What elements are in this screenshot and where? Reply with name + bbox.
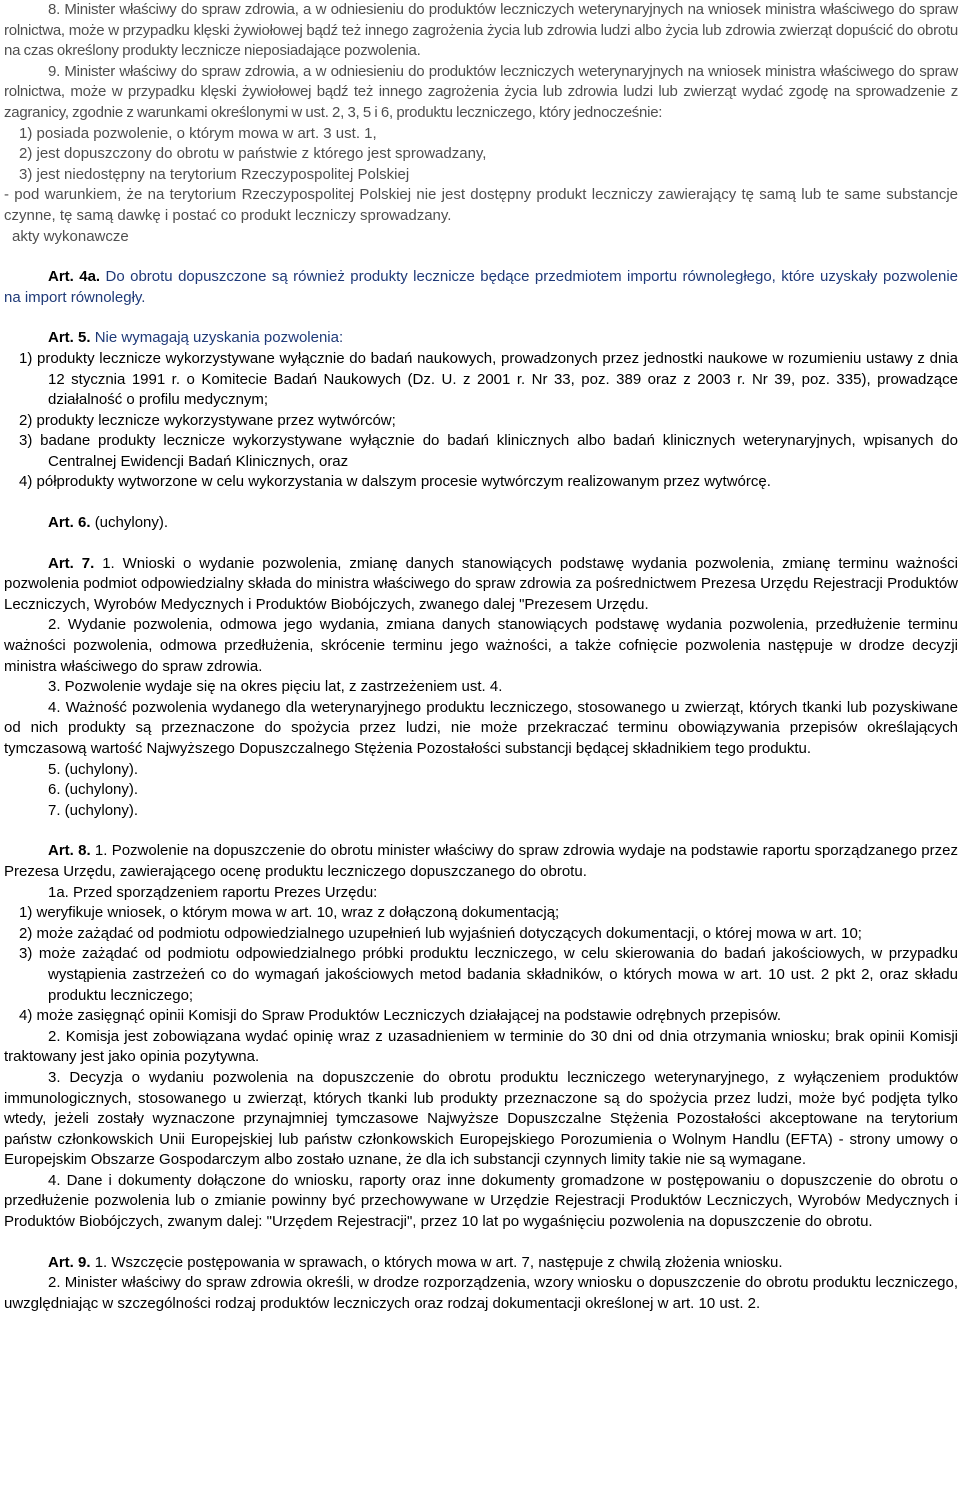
art9-paragraph-2: 2. Minister właściwy do spraw zdrowia określi, w drodze rozporządzenia, wzory wniosku o dopuszczenie do obrotu produktu leczniczego, uwzględniając w szczególności rodzaj produktów leczniczych oraz rodzaj dokumentacji określonej w art. 10 ust. 2. — [4, 1274, 958, 1312]
art8-paragraph-3: 3. Decyzja o wydaniu pozwolenia na dopuszczenie do obrotu produktu leczniczego weterynaryjnego, z wyłączeniem produktów immunologicznych, stosowanego u zwierząt, których tkanki lub produkty przeznaczone są do spożycia przez ludzi, może być podjęta tylko wtedy, jeżeli zostały wyznaczone przynajmniej tymczasowe Najwyższe Dopuszczalne Stężenia Pozostałości akceptowane na terytorium państw członkowskich Unii Europejskiej lub państw członkowskich Europejskiego Porozumienia o Wolnym Handlu (EFTA) - strony umowy o Europejskim Obszarze Gospodarczym albo zostało uznane, że dla ich substancji czynnych limity takie nie są wymagane. — [4, 1068, 958, 1169]
art4a-paragraph — [4, 267, 958, 308]
art8-label: Art. 8. — [48, 842, 91, 860]
art9-paragraph-1 — [4, 1253, 958, 1274]
art5-item-3: 3) badane produkty lecznicze wykorzystywane wyłącznie do badań klinicznych albo badań klinicznych weterynaryjnych, wpisanych do Centralnej Ewidencji Badań Klinicznych, oraz — [19, 432, 958, 470]
art7-paragraph-3: 3. Pozwolenie wydaje się na okres pięciu lat, z zastrzeżeniem ust. 4. — [48, 678, 503, 696]
art9-label: Art. 9. — [48, 1253, 91, 1271]
art8-p1a-item-1: 1) weryfikuje wniosek, o którym mowa w art. 10, wraz z dołączoną dokumentacją; — [19, 904, 560, 922]
art8-p1a-item-2: 2) może zażądać od podmiotu odpowiedzialnego uzupełnień lub wyjaśnień dotyczących dokumentacji, o której mowa w art. 10; — [19, 924, 862, 942]
art7-label: Art. 7. — [48, 554, 95, 572]
art5-item-4: 4) półprodukty wytworzone w celu wykorzystania w dalszym procesie wytwórczym realizowanym przez wytwórcę. — [19, 473, 771, 491]
art7-paragraph-6: 6. (uchylony). — [48, 781, 139, 799]
art7-paragraph-1 — [4, 554, 958, 616]
art5-label: Art. 5. — [48, 329, 91, 347]
art5-intro-text: Nie wymagają uzyskania pozwolenia: — [94, 329, 344, 347]
art4-paragraph-8: 8. Minister właściwy do spraw zdrowia, a w odniesieniu do produktów leczniczych weterynaryjnych na wniosek ministra właściwego do spraw rolnictwa, może w przypadku klęski żywiołowej bądź też innego zagrożenia życia lub zdrowia ludzi albo życia lub zdrowia zwierząt dopuścić do obrotu na czas określony produkty lecznicze nieposiadające pozwolenia. — [4, 1, 958, 60]
art8-p1a-item-3: 3) może zażądać od podmiotu odpowiedzialnego próbki produktu leczniczego, w celu skierowania do badań jakościowych, w przypadku wystąpienia zastrzeżeń co do wymagań jakościowych metod badania składników, o których mowa w art. 10 ust. 2 pkt 2, oraz składu produktu leczniczego; — [19, 945, 958, 1004]
art6-text: (uchylony). — [94, 514, 169, 532]
art7-p1-text: 1. Wnioski o wydanie pozwolenia, zmianę danych stanowiących podstawę wydania pozwolenia, zmianę terminu ważności pozwolenia podmiot odpowiedzialny składa do ministra właściwego do spraw zdrowia za pośrednictwem Prezesa Urzędu Rejestracji Produktów Leczniczych, Wyrobów Medycznych i Produktów Biobójczych, zwanego dalej "Prezesem Urzędu. — [4, 554, 958, 613]
art4-p9-closing: - pod warunkiem, że na terytorium Rzeczypospolitej Polskiej nie jest dostępny produkt leczniczy zawierający tę samą lub te same substancje czynne, tę samą dawkę i postać co produkt leczniczy sprowadzany. — [4, 186, 958, 224]
art9-p1-text: 1. Wszczęcie postępowania w sprawach, o których mowa w art. 7, następuje z chwilą złożenia wniosku. — [94, 1253, 783, 1271]
art4-p9-item-1: 1) posiada pozwolenie, o którym mowa w art. 3 ust. 1, — [19, 124, 377, 142]
art5-item-2: 2) produkty lecznicze wykorzystywane przez wytwórców; — [19, 411, 396, 429]
art8-p1a-item-4: 4) może zasięgnąć opinii Komisji do Spraw Produktów Leczniczych działającej na podstawie odrębnych przepisów. — [19, 1007, 782, 1025]
akty-wykonawcze-note: akty wykonawcze — [12, 227, 129, 245]
art4-p9-item-3: 3) jest niedostępny na terytorium Rzeczypospolitej Polskiej — [19, 165, 410, 183]
art4-paragraph-9: 9. Minister właściwy do spraw zdrowia, a w odniesieniu do produktów leczniczych weterynaryjnych na wniosek ministra właściwego do spraw rolnictwa, może w przypadku klęski żywiołowej bądź też innego zagrożenia życia lub zdrowia ludzi lub zwierząt wydać zgodę na sprowadzenie z zagranicy, zgodnie z warunkami określonymi w ust. 2, 3, 5 i 6, produktu leczniczego, który jednocześnie: — [4, 62, 958, 121]
art7-paragraph-4: 4. Ważność pozwolenia wydanego dla weterynaryjnego produktu leczniczego, stosowanego u zwierząt, których tkanki lub pozyskiwane od nich produkty są przeznaczone do spożycia przez ludzi, nie może przekraczać terminu obowiązywania przepisów określających tymczasową wartość Najwyższego Dopuszczalnego Stężenia Pozostałości substancji będącej składnikiem tego produktu. — [4, 698, 958, 757]
art5-item-1: 1) produkty lecznicze wykorzystywane wyłącznie do badań naukowych, prowadzonych przez jednostki naukowe w rozumieniu ustawy z dnia 12 stycznia 1991 r. o Komitecie Badań Naukowych (Dz. U. z 2001 r. Nr 33, poz. 389 oraz z 2003 r. Nr 39, poz. 335), prowadzące działalność o profilu medycznym; — [19, 349, 958, 409]
art8-paragraph-1a: 1a. Przed sporządzeniem raportu Prezes Urzędu: — [48, 883, 378, 901]
art8-paragraph-1 — [4, 841, 958, 882]
art7-paragraph-5: 5. (uchylony). — [48, 760, 139, 778]
art8-paragraph-2: 2. Komisja jest zobowiązana wydać opinię wraz z uzasadnieniem w terminie do 30 dni od dnia otrzymania wniosku; brak opinii Komisji traktowany jest jako opinia pozytywna. — [4, 1027, 958, 1066]
art4-p9-item-2: 2) jest dopuszczony do obrotu w państwie z którego jest sprowadzany, — [19, 145, 487, 163]
legal-document — [4, 0, 958, 1314]
art8-p1-text: 1. Pozwolenie na dopuszczenie do obrotu minister właściwy do spraw zdrowia wydaje na podstawie raportu sporządzanego przez Prezesa Urzędu, zawierającego ocenę produktu leczniczego dopuszczanego do obrotu. — [4, 842, 958, 880]
art7-paragraph-7: 7. (uchylony). — [48, 801, 139, 819]
art4a-label: Art. 4a. — [48, 268, 101, 286]
art6-paragraph — [4, 513, 958, 534]
art4a-text: Do obrotu dopuszczone są również produkty lecznicze będące przedmiotem importu równoległego, które uzyskały pozwolenie na import równoległy. — [4, 268, 958, 306]
art7-paragraph-2: 2. Wydanie pozwolenia, odmowa jego wydania, zmiana danych stanowiących podstawę wydania pozwolenia, przedłużenie terminu ważności pozwolenia, odmowa przedłużenia, skrócenie terminu jego ważności, a także cofnięcie pozwolenia następuje w drodze decyzji ministra właściwego do spraw zdrowia. — [4, 616, 958, 675]
art6-label: Art. 6. — [48, 514, 91, 532]
art8-paragraph-4: 4. Dane i dokumenty dołączone do wniosku, raporty oraz inne dokumenty gromadzone w postępowaniu o dopuszczenie do obrotu o przedłużenie pozwolenia lub o zmianie powinny być przechowywane w Urzędzie Rejestracji Produktów Leczniczych, Wyrobów Medycznych i Produktów Biobójczych, zwanym dalej: "Urzędem Rejestracji", przez 10 lat po wygaśnięciu pozwolenia na dopuszczenie do obrotu. — [4, 1171, 958, 1231]
art5-intro — [4, 328, 958, 349]
